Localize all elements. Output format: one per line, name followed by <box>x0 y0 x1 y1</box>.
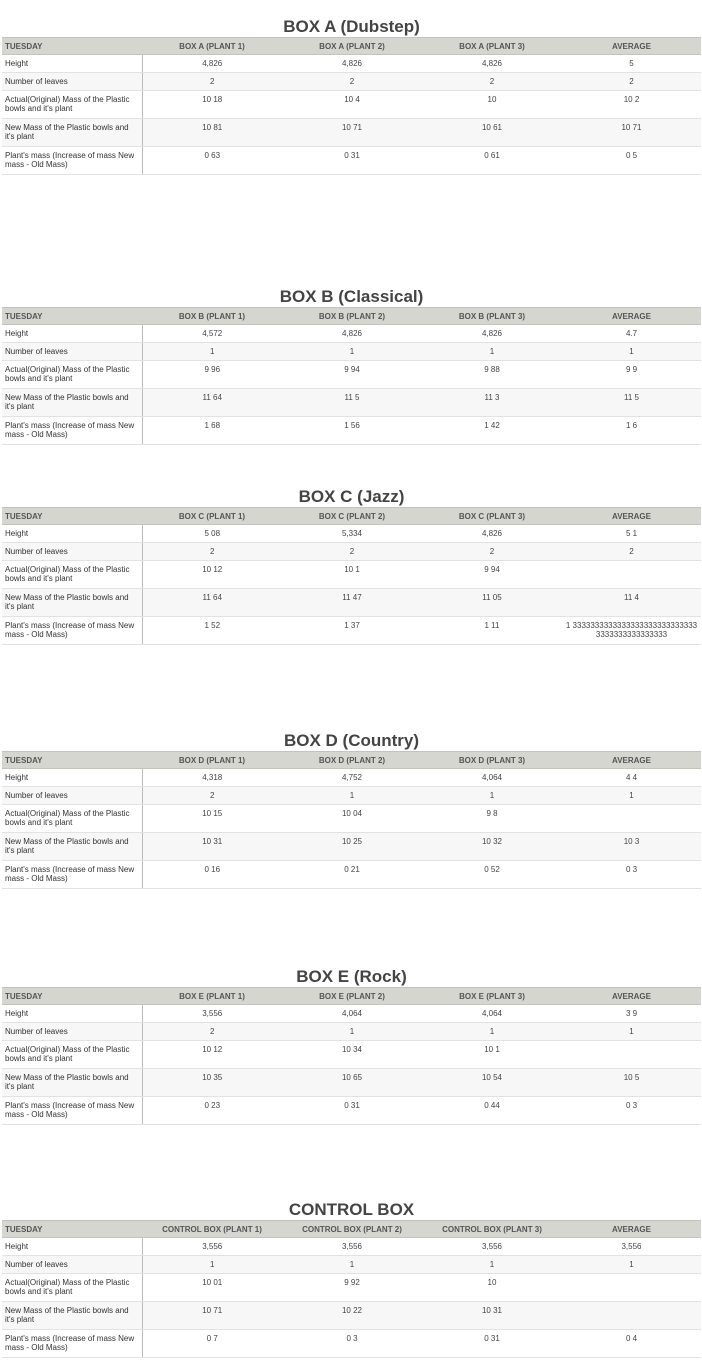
value-cell: 1 <box>422 1023 562 1041</box>
section-title: BOX D (Country) <box>283 731 420 750</box>
value-cell: 4,064 <box>422 1005 562 1023</box>
column-header-plant-3: BOX A (PLANT 3) <box>422 38 562 55</box>
average-cell: 1 6 <box>562 417 701 445</box>
row-label: Actual(Original) Mass of the Plastic bowls and it's plant <box>2 361 142 389</box>
value-cell: 11 5 <box>282 389 422 417</box>
row-label: New Mass of the Plastic bowls and it's plant <box>2 1069 142 1097</box>
table-row <box>2 589 701 617</box>
value-cell: 0 3 <box>282 1330 422 1358</box>
table-row <box>2 119 701 147</box>
average-cell: 4.7 <box>562 325 701 343</box>
value-cell: 10 34 <box>282 1041 422 1069</box>
table-row <box>2 861 701 889</box>
value-cell: 10 22 <box>282 1302 422 1330</box>
value-cell: 4,752 <box>282 769 422 787</box>
table-row <box>2 1097 701 1125</box>
table-row <box>2 805 701 833</box>
section-title: BOX E (Rock) <box>296 967 407 986</box>
box-section-2 <box>2 287 701 445</box>
value-cell: 10 65 <box>282 1069 422 1097</box>
column-header-average: AVERAGE <box>562 752 701 769</box>
value-cell: 0 31 <box>282 147 422 175</box>
column-header-plant-3: BOX E (PLANT 3) <box>422 988 562 1005</box>
average-cell: 5 1 <box>562 525 701 543</box>
column-header-plant-2: BOX B (PLANT 2) <box>282 308 422 325</box>
value-cell: 1 42 <box>422 417 562 445</box>
section-title: CONTROL BOX <box>288 1200 415 1219</box>
value-cell: 0 44 <box>422 1097 562 1125</box>
value-cell: 2 <box>142 543 282 561</box>
average-cell <box>562 1041 701 1069</box>
value-cell: 2 <box>282 543 422 561</box>
value-cell: 0 16 <box>142 861 282 889</box>
value-cell: 0 52 <box>422 861 562 889</box>
table-row <box>2 525 701 543</box>
box-section-3 <box>2 487 701 645</box>
column-header-average: AVERAGE <box>562 308 701 325</box>
section-title: BOX C (Jazz) <box>298 487 405 506</box>
column-header-average: AVERAGE <box>562 1221 701 1238</box>
table-row <box>2 1005 701 1023</box>
value-cell: 0 63 <box>142 147 282 175</box>
value-cell: 10 <box>422 1274 562 1302</box>
value-cell: 0 61 <box>422 147 562 175</box>
value-cell: 1 <box>422 343 562 361</box>
value-cell: 4,318 <box>142 769 282 787</box>
row-label: Actual(Original) Mass of the Plastic bowls and it's plant <box>2 1274 142 1302</box>
value-cell: 10 12 <box>142 561 282 589</box>
value-cell: 10 81 <box>142 119 282 147</box>
row-label: Actual(Original) Mass of the Plastic bowls and it's plant <box>2 91 142 119</box>
average-cell <box>562 805 701 833</box>
data-table <box>2 751 701 889</box>
average-cell: 1 <box>562 343 701 361</box>
value-cell: 1 56 <box>282 417 422 445</box>
table-row <box>2 389 701 417</box>
table-row <box>2 1238 701 1256</box>
average-cell: 10 3 <box>562 833 701 861</box>
row-label: New Mass of the Plastic bowls and it's plant <box>2 589 142 617</box>
header-row <box>2 1221 701 1238</box>
row-label: Height <box>2 1238 142 1256</box>
value-cell: 10 25 <box>282 833 422 861</box>
value-cell: 9 96 <box>142 361 282 389</box>
table-row <box>2 543 701 561</box>
table-row <box>2 147 701 175</box>
value-cell: 4,064 <box>422 769 562 787</box>
value-cell: 3,556 <box>142 1238 282 1256</box>
table-row <box>2 73 701 91</box>
average-cell: 0 3 <box>562 861 701 889</box>
value-cell: 10 04 <box>282 805 422 833</box>
value-cell: 2 <box>422 73 562 91</box>
value-cell: 4,572 <box>142 325 282 343</box>
value-cell: 10 32 <box>422 833 562 861</box>
value-cell: 4,826 <box>282 325 422 343</box>
average-cell: 2 <box>562 543 701 561</box>
column-header-day: TUESDAY <box>2 752 142 769</box>
average-cell: 11 5 <box>562 389 701 417</box>
row-label: Actual(Original) Mass of the Plastic bowls and it's plant <box>2 1041 142 1069</box>
value-cell: 9 92 <box>282 1274 422 1302</box>
value-cell: 10 31 <box>422 1302 562 1330</box>
value-cell: 0 31 <box>422 1330 562 1358</box>
header-row <box>2 752 701 769</box>
value-cell: 5,334 <box>282 525 422 543</box>
average-cell: 2 <box>562 73 701 91</box>
value-cell: 1 <box>142 1256 282 1274</box>
header-row <box>2 38 701 55</box>
row-label: New Mass of the Plastic bowls and it's plant <box>2 833 142 861</box>
value-cell: 10 54 <box>422 1069 562 1097</box>
box-section-4 <box>2 731 701 889</box>
row-label: Plant's mass (Increase of mass New mass - Old Mass) <box>2 147 142 175</box>
table-row <box>2 833 701 861</box>
column-header-day: TUESDAY <box>2 308 142 325</box>
row-label: Actual(Original) Mass of the Plastic bowls and it's plant <box>2 805 142 833</box>
value-cell: 10 1 <box>282 561 422 589</box>
row-label: Plant's mass (Increase of mass New mass - Old Mass) <box>2 1330 142 1358</box>
column-header-plant-3: BOX D (PLANT 3) <box>422 752 562 769</box>
row-label: New Mass of the Plastic bowls and it's plant <box>2 1302 142 1330</box>
value-cell: 3,556 <box>282 1238 422 1256</box>
table-row <box>2 1302 701 1330</box>
column-header-day: TUESDAY <box>2 38 142 55</box>
value-cell: 4,064 <box>282 1005 422 1023</box>
value-cell: 1 52 <box>142 617 282 645</box>
table-row <box>2 1069 701 1097</box>
table-row <box>2 91 701 119</box>
value-cell: 1 68 <box>142 417 282 445</box>
value-cell: 10 18 <box>142 91 282 119</box>
box-section-6 <box>2 1200 701 1358</box>
value-cell: 10 15 <box>142 805 282 833</box>
section-title: BOX B (Classical) <box>279 287 424 306</box>
value-cell: 4,826 <box>422 325 562 343</box>
average-cell: 10 2 <box>562 91 701 119</box>
table-row <box>2 769 701 787</box>
average-cell <box>562 1302 701 1330</box>
average-cell: 3 9 <box>562 1005 701 1023</box>
average-cell: 5 <box>562 55 701 73</box>
value-cell: 2 <box>142 1023 282 1041</box>
value-cell: 10 31 <box>142 833 282 861</box>
header-row <box>2 508 701 525</box>
value-cell: 1 <box>282 1256 422 1274</box>
table-row <box>2 787 701 805</box>
row-label: New Mass of the Plastic bowls and it's plant <box>2 389 142 417</box>
value-cell: 11 64 <box>142 589 282 617</box>
row-label: New Mass of the Plastic bowls and it's plant <box>2 119 142 147</box>
value-cell: 1 37 <box>282 617 422 645</box>
value-cell: 1 <box>282 787 422 805</box>
value-cell: 0 31 <box>282 1097 422 1125</box>
box-section-1 <box>2 17 701 175</box>
value-cell: 2 <box>422 543 562 561</box>
value-cell: 1 <box>422 787 562 805</box>
row-label: Plant's mass (Increase of mass New mass - Old Mass) <box>2 861 142 889</box>
average-cell <box>562 1274 701 1302</box>
row-label: Number of leaves <box>2 787 142 805</box>
table-row <box>2 1274 701 1302</box>
value-cell: 9 94 <box>282 361 422 389</box>
average-cell: 10 71 <box>562 119 701 147</box>
table-row <box>2 343 701 361</box>
table-row <box>2 1023 701 1041</box>
box-section-5 <box>2 967 701 1125</box>
data-table <box>2 1220 701 1358</box>
value-cell: 10 61 <box>422 119 562 147</box>
value-cell: 3,556 <box>142 1005 282 1023</box>
section-title: BOX A (Dubstep) <box>283 17 420 36</box>
value-cell: 9 8 <box>422 805 562 833</box>
value-cell: 1 <box>282 343 422 361</box>
average-cell: 1 33333333333333333333333333333333333333333333 <box>562 617 701 645</box>
value-cell: 4,826 <box>142 55 282 73</box>
value-cell: 9 94 <box>422 561 562 589</box>
value-cell: 1 <box>422 1256 562 1274</box>
column-header-plant-1: BOX A (PLANT 1) <box>142 38 282 55</box>
value-cell: 10 1 <box>422 1041 562 1069</box>
column-header-day: TUESDAY <box>2 508 142 525</box>
column-header-plant-1: BOX B (PLANT 1) <box>142 308 282 325</box>
data-table <box>2 307 701 445</box>
value-cell: 10 <box>422 91 562 119</box>
value-cell: 2 <box>142 73 282 91</box>
average-cell <box>562 561 701 589</box>
row-label: Height <box>2 525 142 543</box>
table-row <box>2 417 701 445</box>
column-header-plant-3: BOX C (PLANT 3) <box>422 508 562 525</box>
value-cell: 1 <box>282 1023 422 1041</box>
column-header-plant-1: BOX C (PLANT 1) <box>142 508 282 525</box>
row-label: Plant's mass (Increase of mass New mass - Old Mass) <box>2 1097 142 1125</box>
column-header-average: AVERAGE <box>562 508 701 525</box>
value-cell: 10 71 <box>282 119 422 147</box>
header-row <box>2 308 701 325</box>
average-cell: 11 4 <box>562 589 701 617</box>
table-row <box>2 1256 701 1274</box>
value-cell: 4,826 <box>422 525 562 543</box>
data-table <box>2 987 701 1125</box>
row-label: Height <box>2 769 142 787</box>
value-cell: 0 7 <box>142 1330 282 1358</box>
value-cell: 11 64 <box>142 389 282 417</box>
header-row <box>2 988 701 1005</box>
row-label: Height <box>2 1005 142 1023</box>
data-table <box>2 37 701 175</box>
average-cell: 1 <box>562 787 701 805</box>
value-cell: 0 21 <box>282 861 422 889</box>
value-cell: 3,556 <box>422 1238 562 1256</box>
column-header-plant-2: BOX D (PLANT 2) <box>282 752 422 769</box>
column-header-plant-3: CONTROL BOX (PLANT 3) <box>422 1221 562 1238</box>
column-header-plant-2: BOX A (PLANT 2) <box>282 38 422 55</box>
table-row <box>2 325 701 343</box>
column-header-day: TUESDAY <box>2 988 142 1005</box>
average-cell: 3,556 <box>562 1238 701 1256</box>
value-cell: 10 71 <box>142 1302 282 1330</box>
average-cell: 1 <box>562 1023 701 1041</box>
table-row <box>2 1330 701 1358</box>
column-header-plant-2: BOX C (PLANT 2) <box>282 508 422 525</box>
row-label: Height <box>2 325 142 343</box>
column-header-day: TUESDAY <box>2 1221 142 1238</box>
row-label: Plant's mass (Increase of mass New mass - Old Mass) <box>2 417 142 445</box>
row-label: Number of leaves <box>2 1256 142 1274</box>
table-row <box>2 361 701 389</box>
average-cell: 0 4 <box>562 1330 701 1358</box>
value-cell: 4,826 <box>282 55 422 73</box>
row-label: Number of leaves <box>2 73 142 91</box>
column-header-plant-3: BOX B (PLANT 3) <box>422 308 562 325</box>
row-label: Number of leaves <box>2 543 142 561</box>
value-cell: 9 88 <box>422 361 562 389</box>
data-table <box>2 507 701 645</box>
value-cell: 11 05 <box>422 589 562 617</box>
value-cell: 4,826 <box>422 55 562 73</box>
column-header-plant-1: CONTROL BOX (PLANT 1) <box>142 1221 282 1238</box>
column-header-plant-2: BOX E (PLANT 2) <box>282 988 422 1005</box>
row-label: Plant's mass (Increase of mass New mass - Old Mass) <box>2 617 142 645</box>
value-cell: 10 12 <box>142 1041 282 1069</box>
value-cell: 10 35 <box>142 1069 282 1097</box>
row-label: Actual(Original) Mass of the Plastic bowls and it's plant <box>2 561 142 589</box>
average-cell: 0 3 <box>562 1097 701 1125</box>
value-cell: 0 23 <box>142 1097 282 1125</box>
average-cell: 0 5 <box>562 147 701 175</box>
column-header-average: AVERAGE <box>562 988 701 1005</box>
table-row <box>2 55 701 73</box>
table-row <box>2 561 701 589</box>
value-cell: 10 4 <box>282 91 422 119</box>
column-header-average: AVERAGE <box>562 38 701 55</box>
row-label: Number of leaves <box>2 343 142 361</box>
value-cell: 5 08 <box>142 525 282 543</box>
column-header-plant-1: BOX D (PLANT 1) <box>142 752 282 769</box>
value-cell: 11 3 <box>422 389 562 417</box>
row-label: Number of leaves <box>2 1023 142 1041</box>
average-cell: 4 4 <box>562 769 701 787</box>
column-header-plant-2: CONTROL BOX (PLANT 2) <box>282 1221 422 1238</box>
value-cell: 1 <box>142 343 282 361</box>
table-row <box>2 1041 701 1069</box>
value-cell: 2 <box>142 787 282 805</box>
value-cell: 10 01 <box>142 1274 282 1302</box>
row-label: Height <box>2 55 142 73</box>
value-cell: 1 11 <box>422 617 562 645</box>
value-cell: 2 <box>282 73 422 91</box>
average-cell: 10 5 <box>562 1069 701 1097</box>
value-cell: 11 47 <box>282 589 422 617</box>
average-cell: 1 <box>562 1256 701 1274</box>
table-row <box>2 617 701 645</box>
average-cell: 9 9 <box>562 361 701 389</box>
column-header-plant-1: BOX E (PLANT 1) <box>142 988 282 1005</box>
